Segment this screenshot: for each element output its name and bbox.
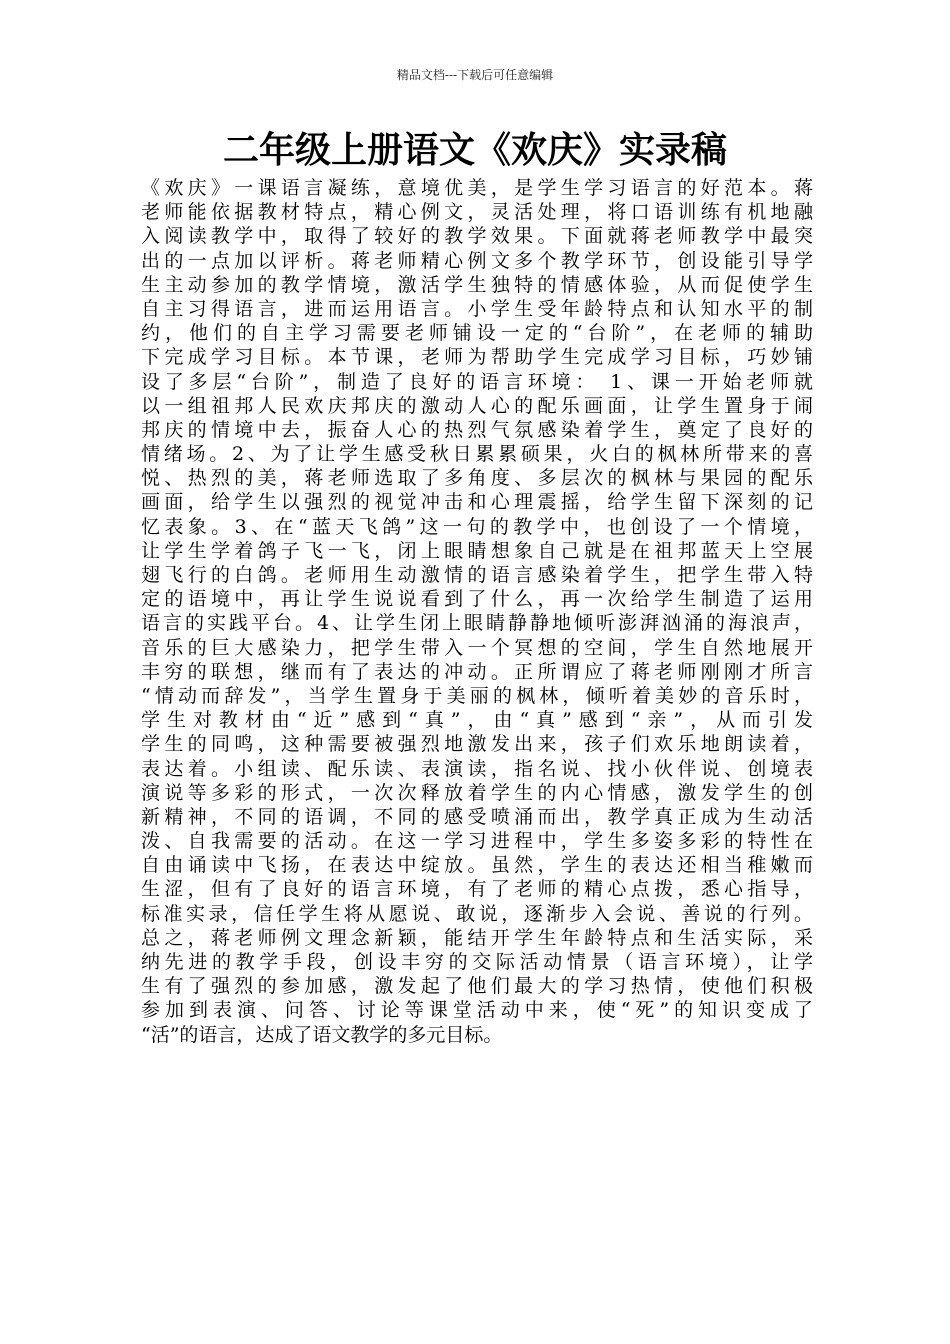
body-line: 泼、自我需要的活动。在这一学习进程中，学生多姿多彩的特性在 bbox=[141, 830, 813, 853]
body-line: 纳先进的教学手段，创设丰穷的交际活动情景（语言环境），让学 bbox=[141, 951, 813, 973]
body-line: 画面，给学生以强烈的视觉冲击和心理震摇，给学生留下深刻的记 bbox=[141, 491, 813, 514]
body-line: 音乐的巨大感染力，把学生带入一个冥想的空间，学生自然地展开 bbox=[141, 636, 813, 659]
body-line: 悦、热烈的美，蒋老师选取了多角度、多层次的枫林与果园的配乐 bbox=[141, 467, 813, 490]
body-line: 参加到表演、问答、讨论等课堂活动中来，使“死”的知识变成了 bbox=[141, 999, 813, 1022]
body-line: 设了多层“台阶”，制造了良好的语言环境： 1、课一开始老师就 bbox=[141, 370, 813, 393]
body-line: 学生对教材由“近”感到“真”，由“真”感到“亲”，从而引发 bbox=[141, 709, 813, 732]
body-line: 总之，蒋老师例文理念新颖，能结开学生年龄特点和生活实际，采 bbox=[141, 926, 813, 949]
body-line: 新精神，不同的语调，不同的感受喷涌而出，教学真正成为生动活 bbox=[141, 805, 813, 828]
body-line: “活”的语言，达成了语文教学的多元目标。 bbox=[141, 1023, 503, 1046]
body-line: 演说等多彩的形式，一次次释放着学生的内心情感，激发学生的创 bbox=[141, 781, 813, 804]
body-line: 标准实录，信任学生将从愿说、敢说，逐渐步入会说、善说的行列。 bbox=[141, 902, 813, 925]
body-line: “情动而辞发”，当学生置身于美丽的枫林，倾听着美妙的音乐时， bbox=[141, 684, 813, 707]
body-line: 出的一点加以评析。蒋老师精心例文多个教学环节，创设能引导学 bbox=[141, 249, 813, 272]
body-line: 生主动参加的教学情境，激活学生独特的情感体验，从而促使学生 bbox=[141, 273, 813, 296]
body-line: 让学生学着鸽子飞一飞，闭上眼睛想象自己就是在祖邦蓝天上空展 bbox=[141, 539, 813, 562]
header-note: 精品文档---下载后可任意编辑 bbox=[396, 68, 554, 82]
document-body bbox=[141, 176, 813, 1047]
body-line: 入阅读教学中，取得了较好的教学效果。下面就蒋老师教学中最突 bbox=[141, 225, 813, 248]
body-line: 忆表象。3、在“蓝天飞鸽”这一句的教学中，也创设了一个情境， bbox=[141, 515, 813, 538]
document-title: 二年级上册语文《欢庆》实录稿 bbox=[222, 129, 727, 171]
body-line: 翅飞行的白鸽。老师用生动激情的语言感染着学生，把学生带入特 bbox=[141, 564, 813, 586]
body-line: 定的语境中，再让学生说说看到了什么，再一次给学生制造了运用 bbox=[141, 588, 813, 611]
body-line: 学生的同鸣，这种需要被强烈地激发出来，孩子们欢乐地朗读着， bbox=[141, 733, 813, 756]
body-line: 生涩，但有了良好的语言环境，有了老师的精心点拨，悉心指导， bbox=[141, 878, 813, 901]
body-line: 自主习得语言，进而运用语言。小学生受年龄特点和认知水平的制 bbox=[141, 297, 813, 320]
body-line: 丰穷的联想，继而有了表达的冲动。正所谓应了蒋老师刚刚才所言 bbox=[141, 660, 813, 683]
body-line: 自由诵读中飞扬，在表达中绽放。虽然，学生的表达还相当稚嫩而 bbox=[141, 854, 813, 877]
body-line: 约，他们的自主学习需要老师铺设一定的“台阶”，在老师的辅助 bbox=[141, 322, 813, 345]
body-line: 老师能依据教材特点，精心例文，灵活处理，将口语训练有机地融 bbox=[141, 201, 813, 224]
body-line: 语言的实践平台。4、让学生闭上眼睛静静地倾听澎湃汹涌的海浪声， bbox=[141, 612, 813, 635]
body-line: 情绪场。2、为了让学生感受秋日累累硕果，火白的枫林所带来的喜 bbox=[141, 443, 813, 466]
body-line: 生有了强烈的参加感，激发起了他们最大的学习热情，使他们积极 bbox=[141, 975, 813, 998]
body-line: 以一组祖邦人民欢庆邦庆的激动人心的配乐画面，让学生置身于闹 bbox=[141, 394, 813, 417]
body-line: 《欢庆》一课语言凝练，意境优美，是学生学习语言的好范本。蒋 bbox=[141, 177, 813, 199]
body-line: 邦庆的情境中去，振奋人心的热烈气氛感染着学生，奠定了良好的 bbox=[141, 418, 813, 441]
body-line: 下完成学习目标。本节课，老师为帮助学生完成学习目标，巧妙铺 bbox=[141, 346, 813, 369]
body-line: 表达着。小组读、配乐读、表演读，指名说、找小伙伴说、创境表 bbox=[141, 757, 813, 780]
